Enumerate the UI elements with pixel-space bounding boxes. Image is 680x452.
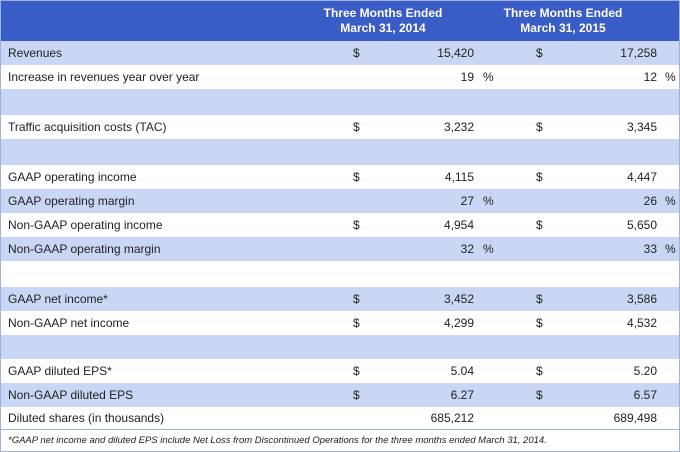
percent-sign: %	[483, 70, 494, 84]
percent-sign: %	[483, 194, 494, 208]
value-2014: 4,954	[443, 218, 474, 232]
value-2015: 5,650	[626, 218, 657, 232]
header-col-2014: Three Months Ended March 31, 2014	[323, 6, 443, 35]
value-2015: 26	[643, 194, 657, 208]
currency-symbol: $	[353, 170, 360, 184]
row-nongaap-diluted-eps	[1, 383, 679, 407]
percent-sign: %	[665, 194, 676, 208]
row-label: GAAP operating income	[8, 170, 137, 184]
value-2015: 5.20	[633, 364, 657, 378]
currency-symbol: $	[353, 120, 360, 134]
value-2015: 17,258	[620, 46, 657, 60]
row-gaap-diluted-eps	[1, 359, 679, 383]
value-2014: 5.04	[450, 364, 474, 378]
row-label: Diluted shares (in thousands)	[8, 411, 165, 425]
row-label: Non-GAAP operating income	[8, 218, 163, 232]
percent-sign: %	[483, 242, 494, 256]
currency-symbol: $	[536, 388, 543, 402]
currency-symbol: $	[353, 388, 360, 402]
row-gaap-operating-income	[1, 165, 679, 189]
percent-sign: %	[665, 70, 676, 84]
row-revenue-growth	[1, 65, 679, 89]
row-tac	[1, 115, 679, 139]
currency-symbol: $	[536, 170, 543, 184]
value-2015: 3,345	[626, 120, 657, 134]
row-nongaap-net-income	[1, 311, 679, 335]
currency-symbol: $	[353, 218, 360, 232]
row-revenues	[1, 41, 679, 65]
footnote	[1, 429, 679, 452]
row-nongaap-operating-income	[1, 213, 679, 237]
currency-symbol: $	[353, 364, 360, 378]
value-2014: 4,115	[444, 170, 474, 184]
row-gaap-operating-margin	[1, 189, 679, 213]
currency-symbol: $	[536, 120, 543, 134]
row-label: Traffic acquisition costs (TAC)	[8, 120, 167, 134]
value-2014: 4,299	[443, 316, 474, 330]
value-2015: 689,498	[613, 411, 657, 425]
spacer-row	[1, 335, 679, 361]
currency-symbol: $	[536, 218, 543, 232]
value-2014: 19	[460, 70, 474, 84]
row-label: Non-GAAP net income	[8, 316, 130, 330]
row-label: Non-GAAP diluted EPS	[8, 388, 134, 402]
value-2015: 33	[643, 242, 657, 256]
spacer-row	[1, 139, 679, 165]
value-2015: 3,586	[626, 292, 657, 306]
value-2015: 4,532	[626, 316, 657, 330]
value-2014: 27	[460, 194, 474, 208]
percent-sign: %	[665, 242, 676, 256]
value-2015: 12	[643, 70, 657, 84]
value-2015: 6.57	[633, 388, 657, 402]
row-label: Non-GAAP operating margin	[8, 242, 161, 256]
header-col-2015: Three Months Ended March 31, 2015	[503, 6, 623, 35]
value-2014: 32	[460, 242, 474, 256]
currency-symbol: $	[353, 316, 360, 330]
row-nongaap-operating-margin	[1, 237, 679, 261]
row-gaap-net-income	[1, 287, 679, 311]
value-2014: 15,420	[437, 46, 474, 60]
currency-symbol: $	[536, 46, 543, 60]
row-label: GAAP operating margin	[8, 194, 135, 208]
currency-symbol: $	[536, 364, 543, 378]
row-label: GAAP net income*	[8, 292, 108, 306]
spacer-row	[1, 89, 679, 115]
currency-symbol: $	[536, 292, 543, 306]
value-2015: 4,447	[626, 170, 657, 184]
row-label: Revenues	[8, 46, 63, 60]
row-label: GAAP diluted EPS*	[8, 364, 112, 378]
row-label: Increase in revenues year over year	[8, 70, 200, 84]
value-2014: 685,212	[430, 411, 474, 425]
currency-symbol: $	[353, 46, 360, 60]
row-diluted-shares	[1, 407, 679, 429]
footnote-text: *GAAP net income and diluted EPS include Net Loss from Discontinued Operations for the three months ended March 31, 2014.	[8, 435, 547, 446]
currency-symbol: $	[536, 316, 543, 330]
value-2014: 3,452	[443, 292, 474, 306]
spacer-row	[1, 261, 679, 287]
value-2014: 6.27	[450, 388, 474, 402]
currency-symbol: $	[353, 292, 360, 306]
table-header	[1, 1, 679, 41]
value-2014: 3,232	[443, 120, 474, 134]
